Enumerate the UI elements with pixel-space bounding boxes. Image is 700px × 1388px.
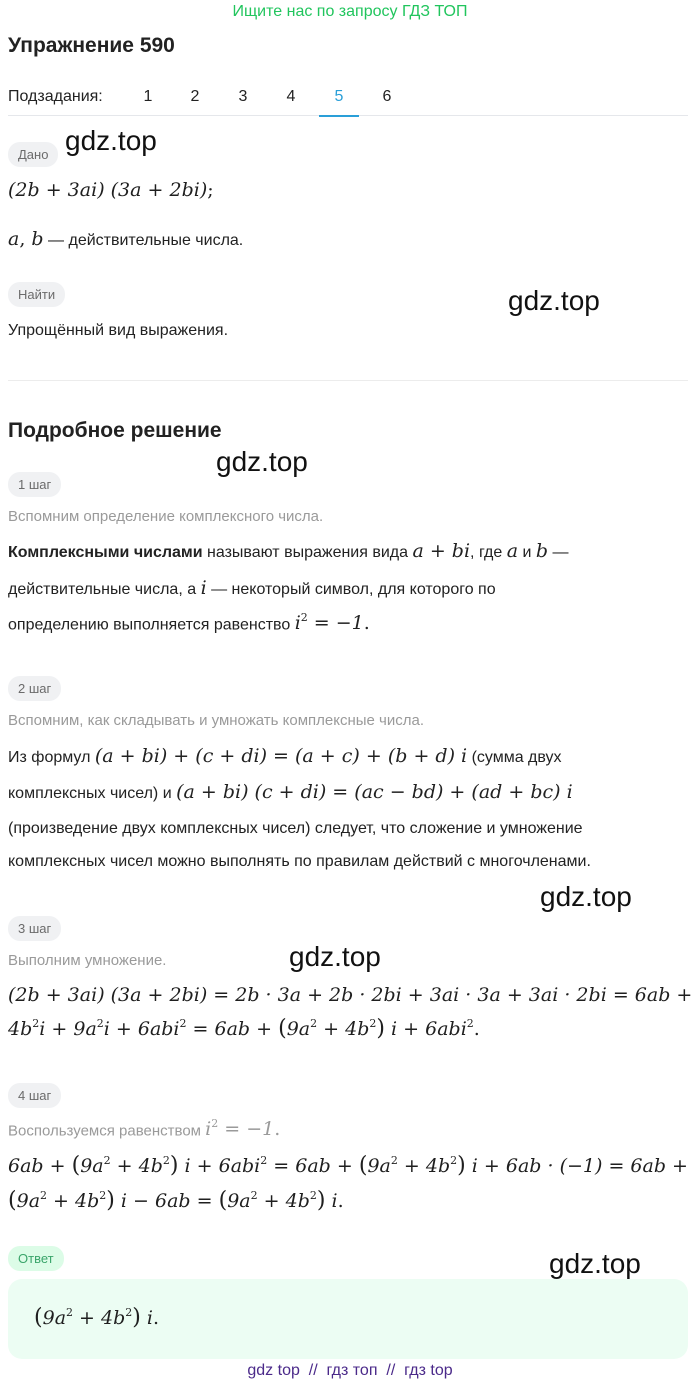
subtasks-label: Подзадания: <box>8 88 103 105</box>
watermark: gdz.top <box>508 285 600 316</box>
watermark: gdz.top <box>540 881 632 912</box>
find-tag: Найти <box>8 282 65 307</box>
step-2-hint: Вспомним, как складывать и умножать комплексные числа. <box>8 712 424 729</box>
subtasks-nav <box>8 86 688 116</box>
step-3-tag: 3 шаг <box>8 916 61 941</box>
step-4-hint: Воспользуемся равенством $i^2 = -1$. <box>8 1117 281 1141</box>
given-tag: Дано <box>8 142 58 167</box>
answer-tag: Ответ <box>8 1246 64 1271</box>
tab-4[interactable]: 4 <box>286 88 296 105</box>
step-2-tag: 2 шаг <box>8 676 61 701</box>
step-1-line-2: действительные числа, а i — некоторый символ, для которого по <box>8 577 496 599</box>
watermark: gdz.top <box>289 941 381 972</box>
watermark: gdz.top <box>65 125 157 156</box>
step-1-hint: Вспомним определение комплексного числа. <box>8 508 324 525</box>
step-3-line-1: (2b + 3ai) (3a + 2bi) = 2b · 3a + 2b · 2bi + 3ai · 3a + 3ai · 2bi = 6ab + <box>8 984 693 1006</box>
find-text: Упрощённый вид выражения. <box>8 322 229 339</box>
step-3-hint: Выполним умножение. <box>8 952 167 969</box>
page-title: Упражнение 590 <box>8 34 175 57</box>
step-2-line-4: комплексных чисел можно выполнять по правилам действий с многочленами. <box>8 853 591 870</box>
tab-5[interactable]: 5 <box>319 86 359 116</box>
given-expression: (2b + 3ai) (3a + 2bi); <box>8 179 214 201</box>
tab-1[interactable]: 1 <box>143 88 153 105</box>
step-2-line-1: Из формул (a + bi) + (c + di) = (a + c) + (b + d) i (сумма двух <box>8 745 562 767</box>
step-2-line-2: комплексных чисел) и (a + bi) (c + di) = (ac − bd) + (ad + bc) i <box>8 781 573 803</box>
step-1-line-1: Комплексными числами называют выражения вида a + bi, где a и b — <box>8 540 569 562</box>
section-divider <box>8 380 688 381</box>
step-2-line-3: (произведение двух комплексных чисел) следует, что сложение и умножение <box>8 820 583 837</box>
tab-2[interactable]: 2 <box>190 88 200 105</box>
step-1-line-3: определению выполняется равенство $i^2 = -1$. <box>8 611 370 635</box>
answer-expression: $(9a^2 + 4b^2)$ i. <box>34 1305 160 1330</box>
watermark: gdz.top <box>216 446 308 477</box>
given-note: a, b — действительные числа. <box>8 228 244 250</box>
step-1-tag: 1 шаг <box>8 472 61 497</box>
step-4-tag: 4 шаг <box>8 1083 61 1108</box>
tab-6[interactable]: 6 <box>382 88 392 105</box>
step-3-line-2: $4b^2i + 9a^2i + 6abi^2 = 6ab + (9a^2 + 4b^2) i + 6abi^2$. <box>8 1016 480 1041</box>
step-4-line-2: $(9a^2 + 4b^2) i - 6ab = (9a^2 + 4b^2)$ i. <box>8 1188 344 1213</box>
solution-title: Подробное решение <box>8 419 222 442</box>
watermark: gdz.top <box>549 1248 641 1279</box>
search-banner: Ищите нас по запросу ГДЗ ТОП <box>232 3 468 20</box>
tab-3[interactable]: 3 <box>238 88 248 105</box>
step-4-line-1: $6ab + (9a^2 + 4b^2) i + 6abi^2 = 6ab + (9a^2 + 4b^2) i + 6ab \cdot (-1) = 6ab$ + <box>8 1153 688 1178</box>
footer-links: gdz top // гдз топ // гдз top <box>247 1362 453 1379</box>
answer-box <box>8 1279 688 1359</box>
